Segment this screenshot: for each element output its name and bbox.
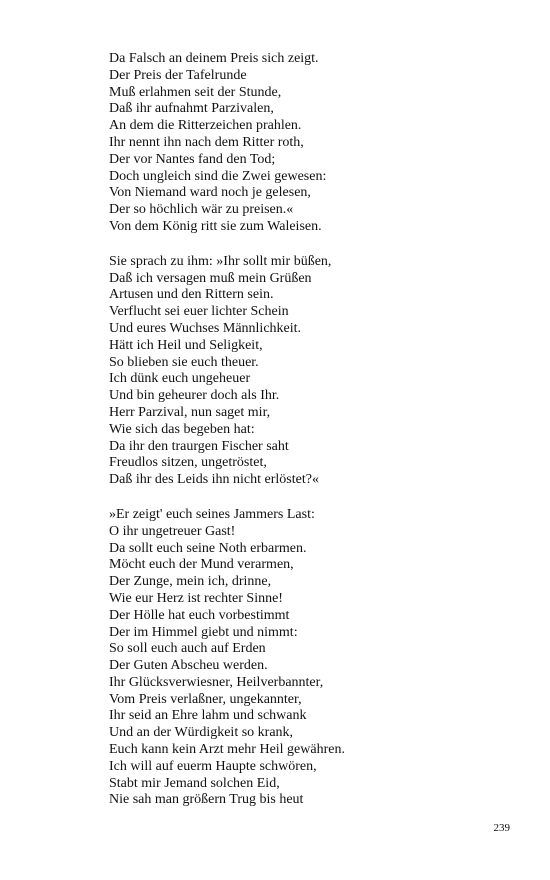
- verse-line: Von Niemand ward noch je gelesen,: [109, 185, 311, 201]
- page-number: 239: [493, 822, 510, 834]
- verse-line: Möcht euch der Mund verarmen,: [109, 557, 294, 573]
- verse-line: Ihr nennt ihn nach dem Ritter roth,: [109, 134, 304, 150]
- verse-line: Vom Preis verlaßner, ungekannter,: [109, 691, 302, 707]
- verse-line: Von dem König ritt sie zum Waleisen.: [109, 218, 322, 234]
- verse-line: Und eures Wuchses Männlichkeit.: [109, 320, 302, 336]
- stanza-1: [109, 51, 529, 236]
- stanza-3: [109, 507, 529, 809]
- verse-line: Sie sprach zu ihm: »Ihr sollt mir büßen,: [109, 253, 332, 269]
- verse-line: Ihr seid an Ehre lahm und schwank: [109, 708, 307, 724]
- verse-line: Der im Himmel giebt und nimmt:: [109, 624, 298, 640]
- verse-line: O ihr ungetreuer Gast!: [109, 523, 236, 539]
- verse-line: Verflucht sei euer lichter Schein: [109, 304, 289, 320]
- verse-line: Daß ihr aufnahmt Parzivalen,: [109, 101, 274, 117]
- verse-line: Der Zunge, mein ich, drinne,: [109, 574, 272, 590]
- verse-line: Der so höchlich wär zu preisen.«: [109, 202, 294, 218]
- verse-line: Freudlos sitzen, ungetröstet,: [109, 455, 267, 471]
- verse-line: Artusen und den Rittern sein.: [109, 287, 274, 303]
- verse-line: Wie sich das begeben hat:: [109, 421, 255, 437]
- verse-line: Daß ich versagen muß mein Grüßen: [109, 270, 312, 286]
- verse-line: Hätt ich Heil und Seligkeit,: [109, 337, 263, 353]
- verse-line: Muß erlahmen seit der Stunde,: [109, 84, 282, 100]
- verse-line: Doch ungleich sind die Zwei gewesen:: [109, 168, 327, 184]
- verse-line: Der Guten Abscheu werden.: [109, 658, 268, 674]
- verse-line: Ich will auf euerm Haupte schwören,: [109, 758, 317, 774]
- verse-line: Der vor Nantes fand den Tod;: [109, 151, 276, 167]
- verse-line: Ihr Glücksverwiesner, Heilverbannter,: [109, 674, 324, 690]
- verse-line: Daß ihr des Leids ihn nicht erlöstet?«: [109, 472, 319, 488]
- verse-line: Da sollt euch seine Noth erbarmen.: [109, 540, 307, 556]
- stanza-2: [109, 254, 529, 489]
- verse-line: So blieben sie euch theuer.: [109, 354, 259, 370]
- verse-line: Der Preis der Tafelrunde: [109, 67, 247, 83]
- verse-line: Nie sah man größern Trug bis heut: [109, 792, 304, 808]
- verse-line: Da Falsch an deinem Preis sich zeigt.: [109, 51, 319, 66]
- verse-line: So soll euch auch auf Erden: [109, 641, 266, 657]
- verse-line: Und an der Würdigkeit so krank,: [109, 725, 294, 741]
- verse-line: Wie eur Herz ist rechter Sinne!: [109, 590, 283, 606]
- verse-line: Und bin geheurer doch als Ihr.: [109, 388, 280, 404]
- verse-line: Ich dünk euch ungeheuer: [109, 371, 251, 387]
- verse-line: Der Hölle hat euch vorbestimmt: [109, 607, 290, 623]
- verse-line: An dem die Ritterzeichen prahlen.: [109, 118, 302, 134]
- verse-line: »Er zeigt' euch seines Jammers Last:: [109, 506, 315, 522]
- verse-line: Euch kann kein Arzt mehr Heil gewähren.: [109, 742, 345, 758]
- verse-line: Stabt mir Jemand solchen Eid,: [109, 775, 280, 791]
- poem-text: [109, 51, 529, 827]
- verse-line: Herr Parzival, nun saget mir,: [109, 404, 271, 420]
- verse-line: Da ihr den traurgen Fischer saht: [109, 438, 289, 454]
